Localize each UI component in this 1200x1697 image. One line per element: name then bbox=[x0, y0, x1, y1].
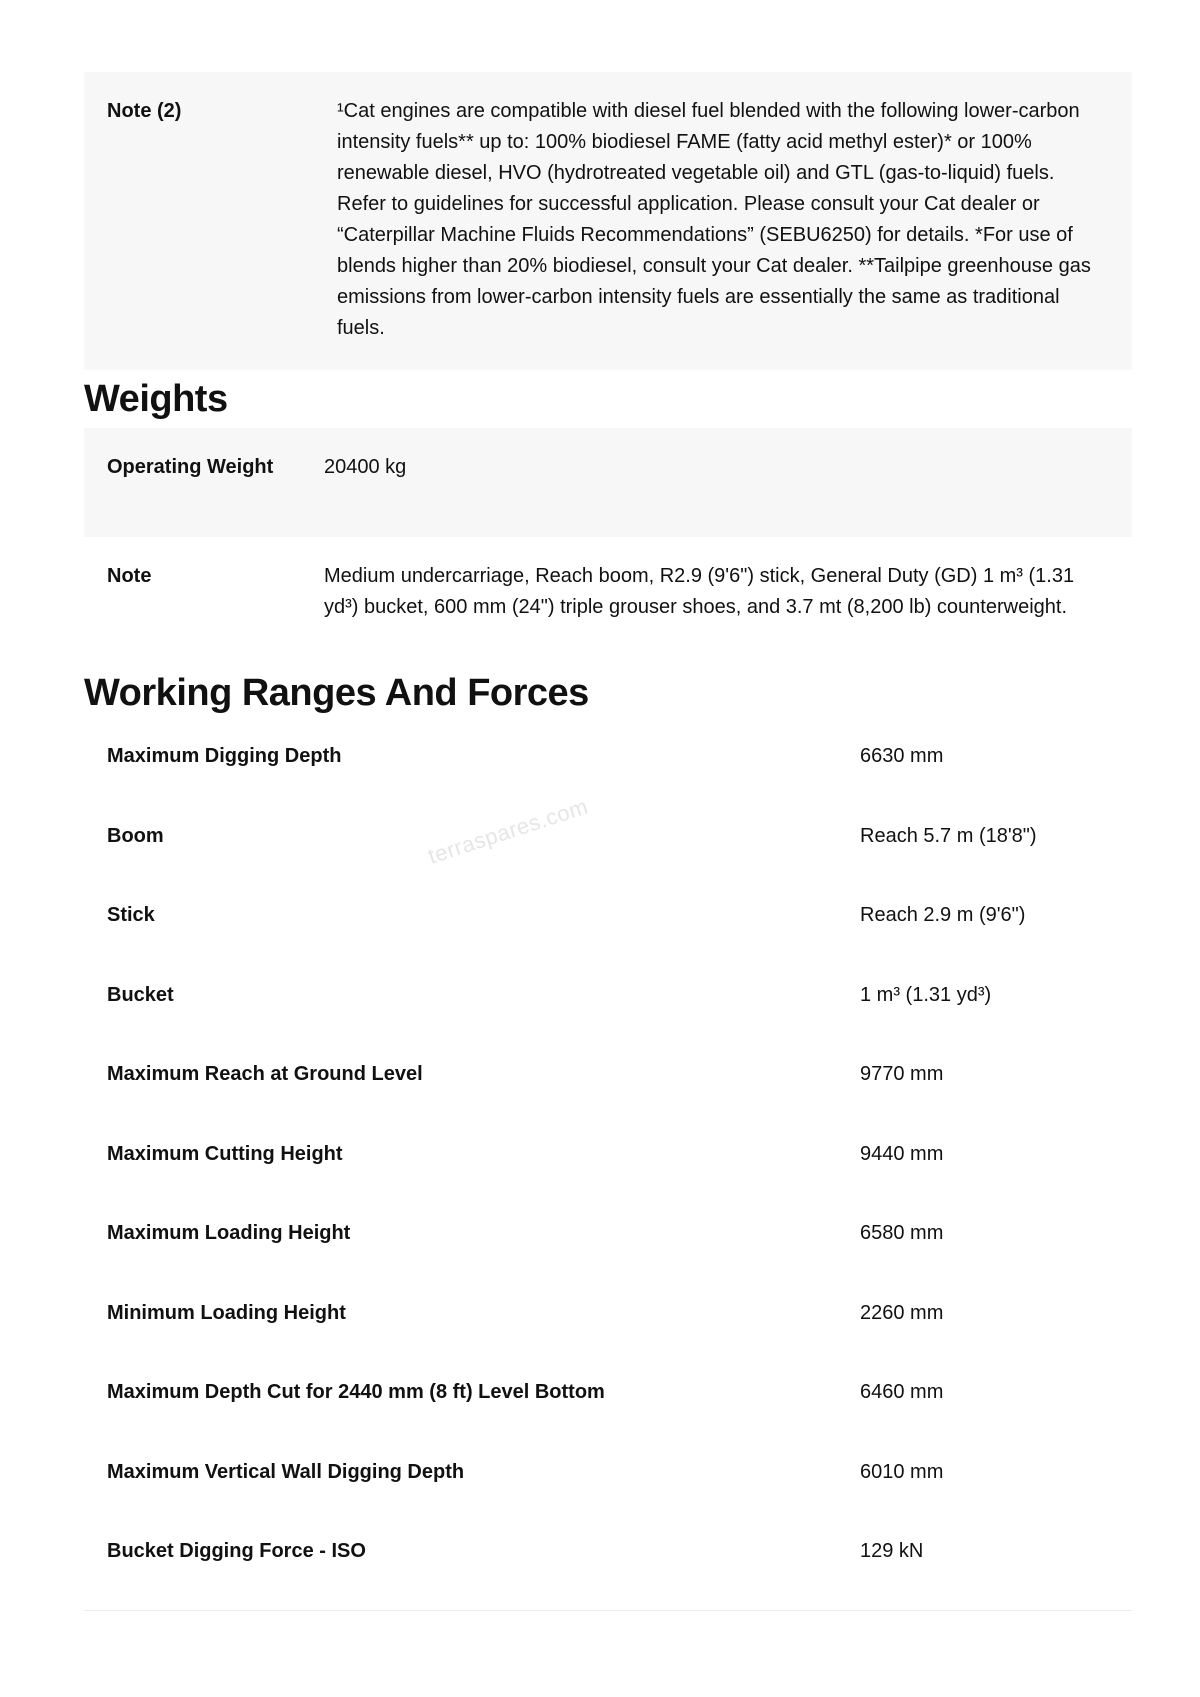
watermark-text: terraspares.com bbox=[425, 793, 592, 869]
table-row bbox=[84, 1115, 1132, 1195]
range-label: Maximum Cutting Height bbox=[107, 1142, 343, 1165]
operating-weight-label: Operating Weight bbox=[107, 456, 274, 478]
weight-note-row bbox=[84, 537, 1132, 647]
fuel-note-row bbox=[84, 72, 1132, 370]
ranges-heading-wrap bbox=[84, 647, 1132, 717]
table-row bbox=[84, 1512, 1132, 1592]
range-value: Reach 5.7 m (18'8") bbox=[860, 824, 1037, 847]
range-label: Boom bbox=[107, 824, 164, 847]
table-row bbox=[84, 1433, 1132, 1513]
spec-page bbox=[84, 72, 1132, 1611]
table-row bbox=[84, 1194, 1132, 1274]
weights-heading: Weights bbox=[84, 378, 228, 420]
table-bottom-divider bbox=[84, 1610, 1132, 1611]
table-row bbox=[84, 1035, 1132, 1115]
range-label: Stick bbox=[107, 904, 155, 927]
range-value: 2260 mm bbox=[860, 1301, 944, 1324]
range-value: 6010 mm bbox=[860, 1460, 944, 1483]
range-value: 1 m³ (1.31 yd³) bbox=[860, 983, 992, 1006]
range-label: Minimum Loading Height bbox=[107, 1301, 346, 1324]
range-value: 6460 mm bbox=[860, 1381, 944, 1404]
table-row bbox=[84, 956, 1132, 1036]
table-row bbox=[84, 717, 1132, 797]
table-row bbox=[84, 876, 1132, 956]
range-label: Maximum Depth Cut for 2440 mm (8 ft) Level Bottom bbox=[107, 1381, 605, 1404]
range-label: Bucket bbox=[107, 983, 174, 1006]
weights-heading-wrap bbox=[84, 370, 1132, 428]
ranges-table bbox=[84, 717, 1132, 1592]
range-value: 6580 mm bbox=[860, 1222, 944, 1245]
fuel-note-label: Note (2) bbox=[107, 100, 182, 122]
range-value: 9440 mm bbox=[860, 1142, 944, 1165]
operating-weight-value: 20400 kg bbox=[324, 456, 407, 478]
range-label: Maximum Vertical Wall Digging Depth bbox=[107, 1460, 465, 1483]
range-value: 6630 mm bbox=[860, 745, 944, 768]
range-value: 9770 mm bbox=[860, 1063, 944, 1086]
ranges-heading: Working Ranges And Forces bbox=[84, 672, 589, 714]
range-value: 129 kN bbox=[860, 1540, 924, 1563]
weight-note-label: Note bbox=[107, 565, 152, 587]
operating-weight-row bbox=[84, 428, 1132, 537]
range-label: Maximum Loading Height bbox=[107, 1222, 351, 1245]
range-label: Bucket Digging Force - ISO bbox=[107, 1540, 366, 1563]
table-row bbox=[84, 797, 1132, 877]
fuel-note-text: ¹Cat engines are compatible with diesel fuel blended with the following lower-carbon intensity fuels** up to: 100% biodiesel FAME (fatty acid methyl ester)* or 100% renewable diesel, HVO (hydrotreated vegetable oil) and GTL (gas-to-liquid) fuels. Refer to guidelines for successful application. Please consult your Cat dealer or “Caterpillar Machine Fluids Recommendations” (SEBU6250) for details. *For use of blends higher than 20% biodiesel, consult your Cat dealer. **Tailpipe greenhouse gas emissions from lower-carbon intensity fuels are essentially the same as traditional fuels. bbox=[337, 100, 1091, 339]
table-row bbox=[84, 1274, 1132, 1354]
weight-note-value: Medium undercarriage, Reach boom, R2.9 (9'6") stick, General Duty (GD) 1 m³ (1.31 yd³) bucket, 600 mm (24") triple grouser shoes, and 3.7 mt (8,200 lb) counterweight. bbox=[324, 565, 1075, 618]
range-label: Maximum Reach at Ground Level bbox=[107, 1063, 423, 1086]
range-value: Reach 2.9 m (9'6") bbox=[860, 904, 1026, 927]
range-label: Maximum Digging Depth bbox=[107, 745, 342, 768]
table-row bbox=[84, 1353, 1132, 1433]
